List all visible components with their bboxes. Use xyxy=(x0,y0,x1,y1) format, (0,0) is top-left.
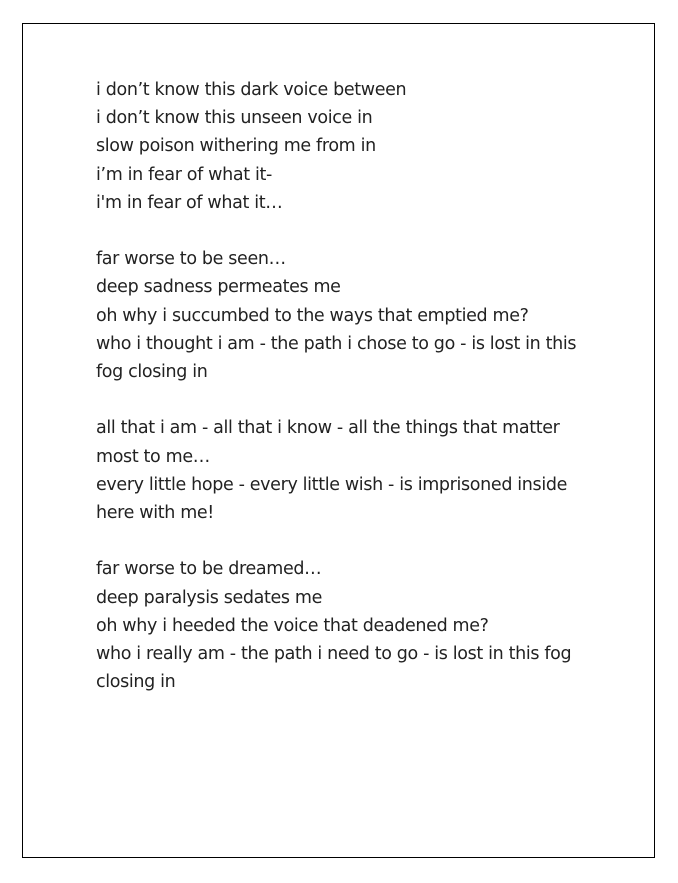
poem-line: every little hope - every little wish - is imprisoned inside here with me! xyxy=(96,474,568,524)
poem-line: i’m in fear of what it- xyxy=(96,164,272,185)
poem-line: slow poison withering me from in xyxy=(96,136,376,157)
poem-line: all that i am - all that i know - all the things that matter most to me… xyxy=(96,418,560,467)
poem-line: deep paralysis sedates me xyxy=(96,587,323,608)
document-page xyxy=(22,23,655,858)
poem-line: oh why i succumbed to the ways that emptied me? xyxy=(96,305,529,326)
poem-body xyxy=(96,76,586,696)
poem-line: deep sadness permeates me xyxy=(96,277,341,298)
stanza-3 xyxy=(96,414,586,527)
poem-line: oh why i heeded the voice that deadened me? xyxy=(96,615,489,636)
poem-line: i don’t know this unseen voice in xyxy=(96,108,373,129)
poem-line: far worse to be dreamed… xyxy=(96,559,322,580)
stanza-2 xyxy=(96,245,586,386)
poem-line: far worse to be seen… xyxy=(96,249,286,270)
poem-line: who i really am - the path i need to go - is lost in this fog closing in xyxy=(96,644,572,693)
stanza-1 xyxy=(96,76,586,217)
poem-line: who i thought i am - the path i chose to go - is lost in this fog closing in xyxy=(96,333,577,383)
poem-line: i'm in fear of what it… xyxy=(96,192,283,213)
stanza-4 xyxy=(96,555,586,696)
poem-line: i don’t know this dark voice between xyxy=(96,80,407,100)
